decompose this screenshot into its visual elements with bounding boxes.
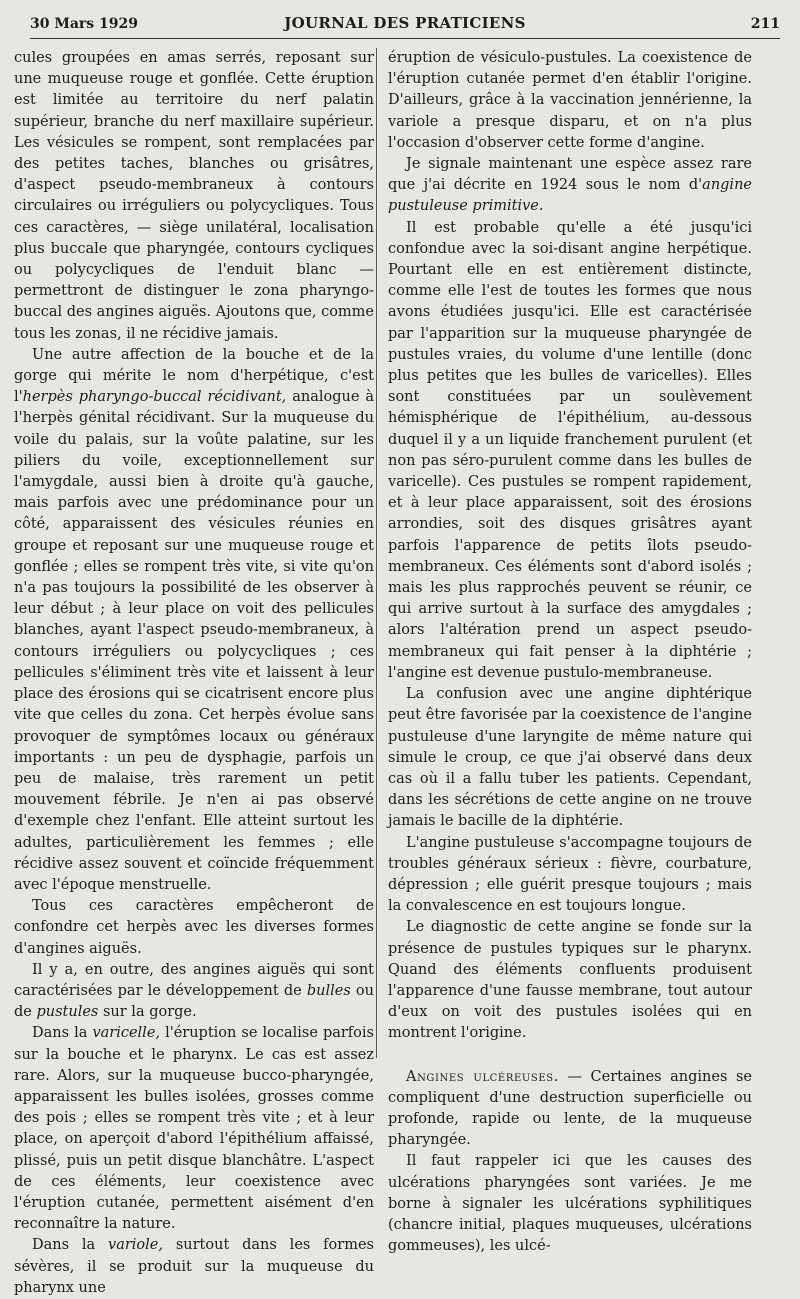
paragraph-confusion-herpes: Tous ces caractères empêcheront de confondre cet herpès avec les diverses formes d'angines aiguës. <box>14 898 374 957</box>
header-date: 30 Mars 1929 <box>30 16 139 32</box>
paragraph-bulles-pustules: Il y a, en outre, des angines aiguës qui sont caractérisées par le développement de bulles ou de pustules sur la gorge. <box>14 961 374 1021</box>
paragraph-diagnostic: Le diagnostic de cette angine se fonde sur la présence de pustules typiques sur le pharynx. Quand des éléments confluents produisent l'apparence d'une fausse membrane, tout autour d'eux on voit des pustules isolées qui en montrent l'origine. <box>388 919 752 1042</box>
paragraph-variole: Dans la variole, surtout dans les formes sévères, il se produit sur la muqueuse du pharynx une <box>14 1237 374 1296</box>
paragraph-variole-continued: éruption de vésiculo-pustules. La coexistence de l'éruption cutanée permet d'en établir l'origine. D'ailleurs, grâce à la vaccination jennérienne, la variole a presque disparu, et on n'a plus l'occasion d'observer cette forme d'angine. <box>388 50 752 151</box>
paragraph-angine-pustuleuse-intro: Je signale maintenant une espèce assez rare que j'ai décrite en 1924 sous le nom d'angine pustuleuse primitive. <box>388 156 752 215</box>
header-page-number: 211 <box>750 16 780 32</box>
paragraph-angine-pustuleuse-description: Il est probable qu'elle a été jusqu'ici confondue avec la soi-disant angine herpétique. Pourtant elle en est entièrement distincte, comme elle l'est de toutes les formes que nous avons étudiées jusqu'ici. Elle est caractérisée par l'apparition sur la muqueuse pharyngée de pustules vraies, du volume d'une lentille (donc plus petites que les bulles de varicelles). Elles sont constituées par un soulèvement hémisphérique de l'épithélium, au-dessous duquel il y a un liquide franchement purulent (et non pas séro-purulent comme dans les bulles de varicelle). Ces pustules se rompent rapidement, et à leur place apparaissent, soit des érosions arrondies, soit des disques grisâtres ayant parfois l'apparence de petits îlots pseudo-membraneux. Ces éléments sont d'abord isolés ; mais les plus rapprochés peuvent se réunir, ce qui arrive surtout à la surface des amygdales ; alors l'altération prend un aspect pseudo-membraneux qui fait penser à la diphtérie ; l'angine est devenue pustulo-membraneuse. <box>388 219 752 681</box>
paragraph-confusion-diphterique: La confusion avec une angine diphtérique peut être favorisée par la coexistence de l'angine pustuleuse d'une laryngite de même nature qui simule le croup, ce que j'ai observé dans deux cas où il a fallu tuber les patients. Cependant, dans les sécrétions de cette angine on ne trouve jamais le bacille de la diphtérie. <box>388 686 752 830</box>
section-heading-ulcereuses: Angines ulcéreuses. <box>406 1068 559 1085</box>
column-divider <box>376 48 377 1058</box>
paragraph-ulcerations-causes: Il faut rappeler ici que les causes des ulcérations pharyngées sont variées. Je me borne à signaler les ulcérations syphilitiques (chancre initial, plaques muqueuses, ulcérations gommeuses), les ulcé- <box>388 1153 752 1255</box>
right-column <box>388 48 752 1257</box>
paragraph-herpes-recidivant: Une autre affection de la bouche et de la gorge qui mérite le nom d'herpétique, c'est l'herpès pharyngo-buccal récidivant, analogue à l'herpès génital récidivant. Sur la muqueuse du voile du palais, sur la voûte palatine, sur les piliers du voile, exceptionnellement sur l'amygdale, aussi bien à droite qu'à gauche, mais parfois avec une prédominance pour un côté, apparaissent des vésicules réunies en groupe et reposant sur une muqueuse rouge et gonflée ; elles se rompent très vite, si vite qu'on n'a pas toujours la possibilité de les observer à leur début ; à leur place on voit des pellicules blanches, ayant l'aspect pseudo-membraneux, à contours irréguliers ou polycycliques ; ces pellicules s'éliminent très vite et laissent à leur place des érosions qui se cicatrisent encore plus vite que celles du zona. Cet herpès évolue sans provoquer de symptômes locaux ou généraux importants : un peu de dysphagie, parfois un peu de malaise, très rarement un petit mouvement fébrile. Je n'en ai pas observé d'exemple chez l'enfant. Elle atteint surtout les adultes, particulièrement les femmes ; elle récidive assez souvent et coïncide fréquemment avec l'époque menstruelle. <box>14 346 374 893</box>
left-column <box>14 48 374 1299</box>
running-header <box>30 12 780 39</box>
paragraph-troubles-generaux: L'angine pustuleuse s'accompagne toujours de troubles généraux sérieux : fièvre, courbature, dépression ; elle guérit presque toujours ; mais la convalescence en est toujours longue. <box>388 834 752 915</box>
paragraph-varicelle: Dans la varicelle, l'éruption se localise parfois sur la bouche et le pharynx. Le cas est assez rare. Alors, sur la muqueuse bucco-pharyngée, apparaissent les bulles isolées, grosses comme des pois ; elles se rompent très vite ; et à leur place, on aperçoit d'abord l'épithélium affaissé, plissé, puis un petit disque blanchâtre. L'aspect de ces éléments, leur coexistence avec l'éruption cutanée, permettent aisément d'en reconnaître la nature. <box>14 1025 374 1233</box>
paragraph-zona-continued: cules groupées en amas serrés, reposant sur une muqueuse rouge et gonflée. Cette éruption est limitée au territoire du nerf palatin supérieur, branche du nerf maxillaire supérieur. Les vésicules se rompent, sont remplacées par des petites taches, blanches ou grisâtres, d'aspect pseudo-membraneux à contours circulaires ou irréguliers ou polycycliques. Tous ces caractères, — siège unilatéral, localisation plus buccale que pharyngée, contours cycliques ou polycycliques de l'enduit blanc — permettront de distinguer le zona pharyngo-buccal des angines aiguës. Ajoutons que, comme tous les zonas, il ne récidive jamais. <box>14 50 375 342</box>
paragraph-angines-ulcereuses: Angines ulcéreuses. — Certaines angines se compliquent d'une destruction superficielle ou profonde, rapide ou lente, de la muqueuse pharyngée. <box>388 1068 752 1149</box>
header-journal-title: JOURNAL DES PRATICIENS <box>284 14 526 32</box>
